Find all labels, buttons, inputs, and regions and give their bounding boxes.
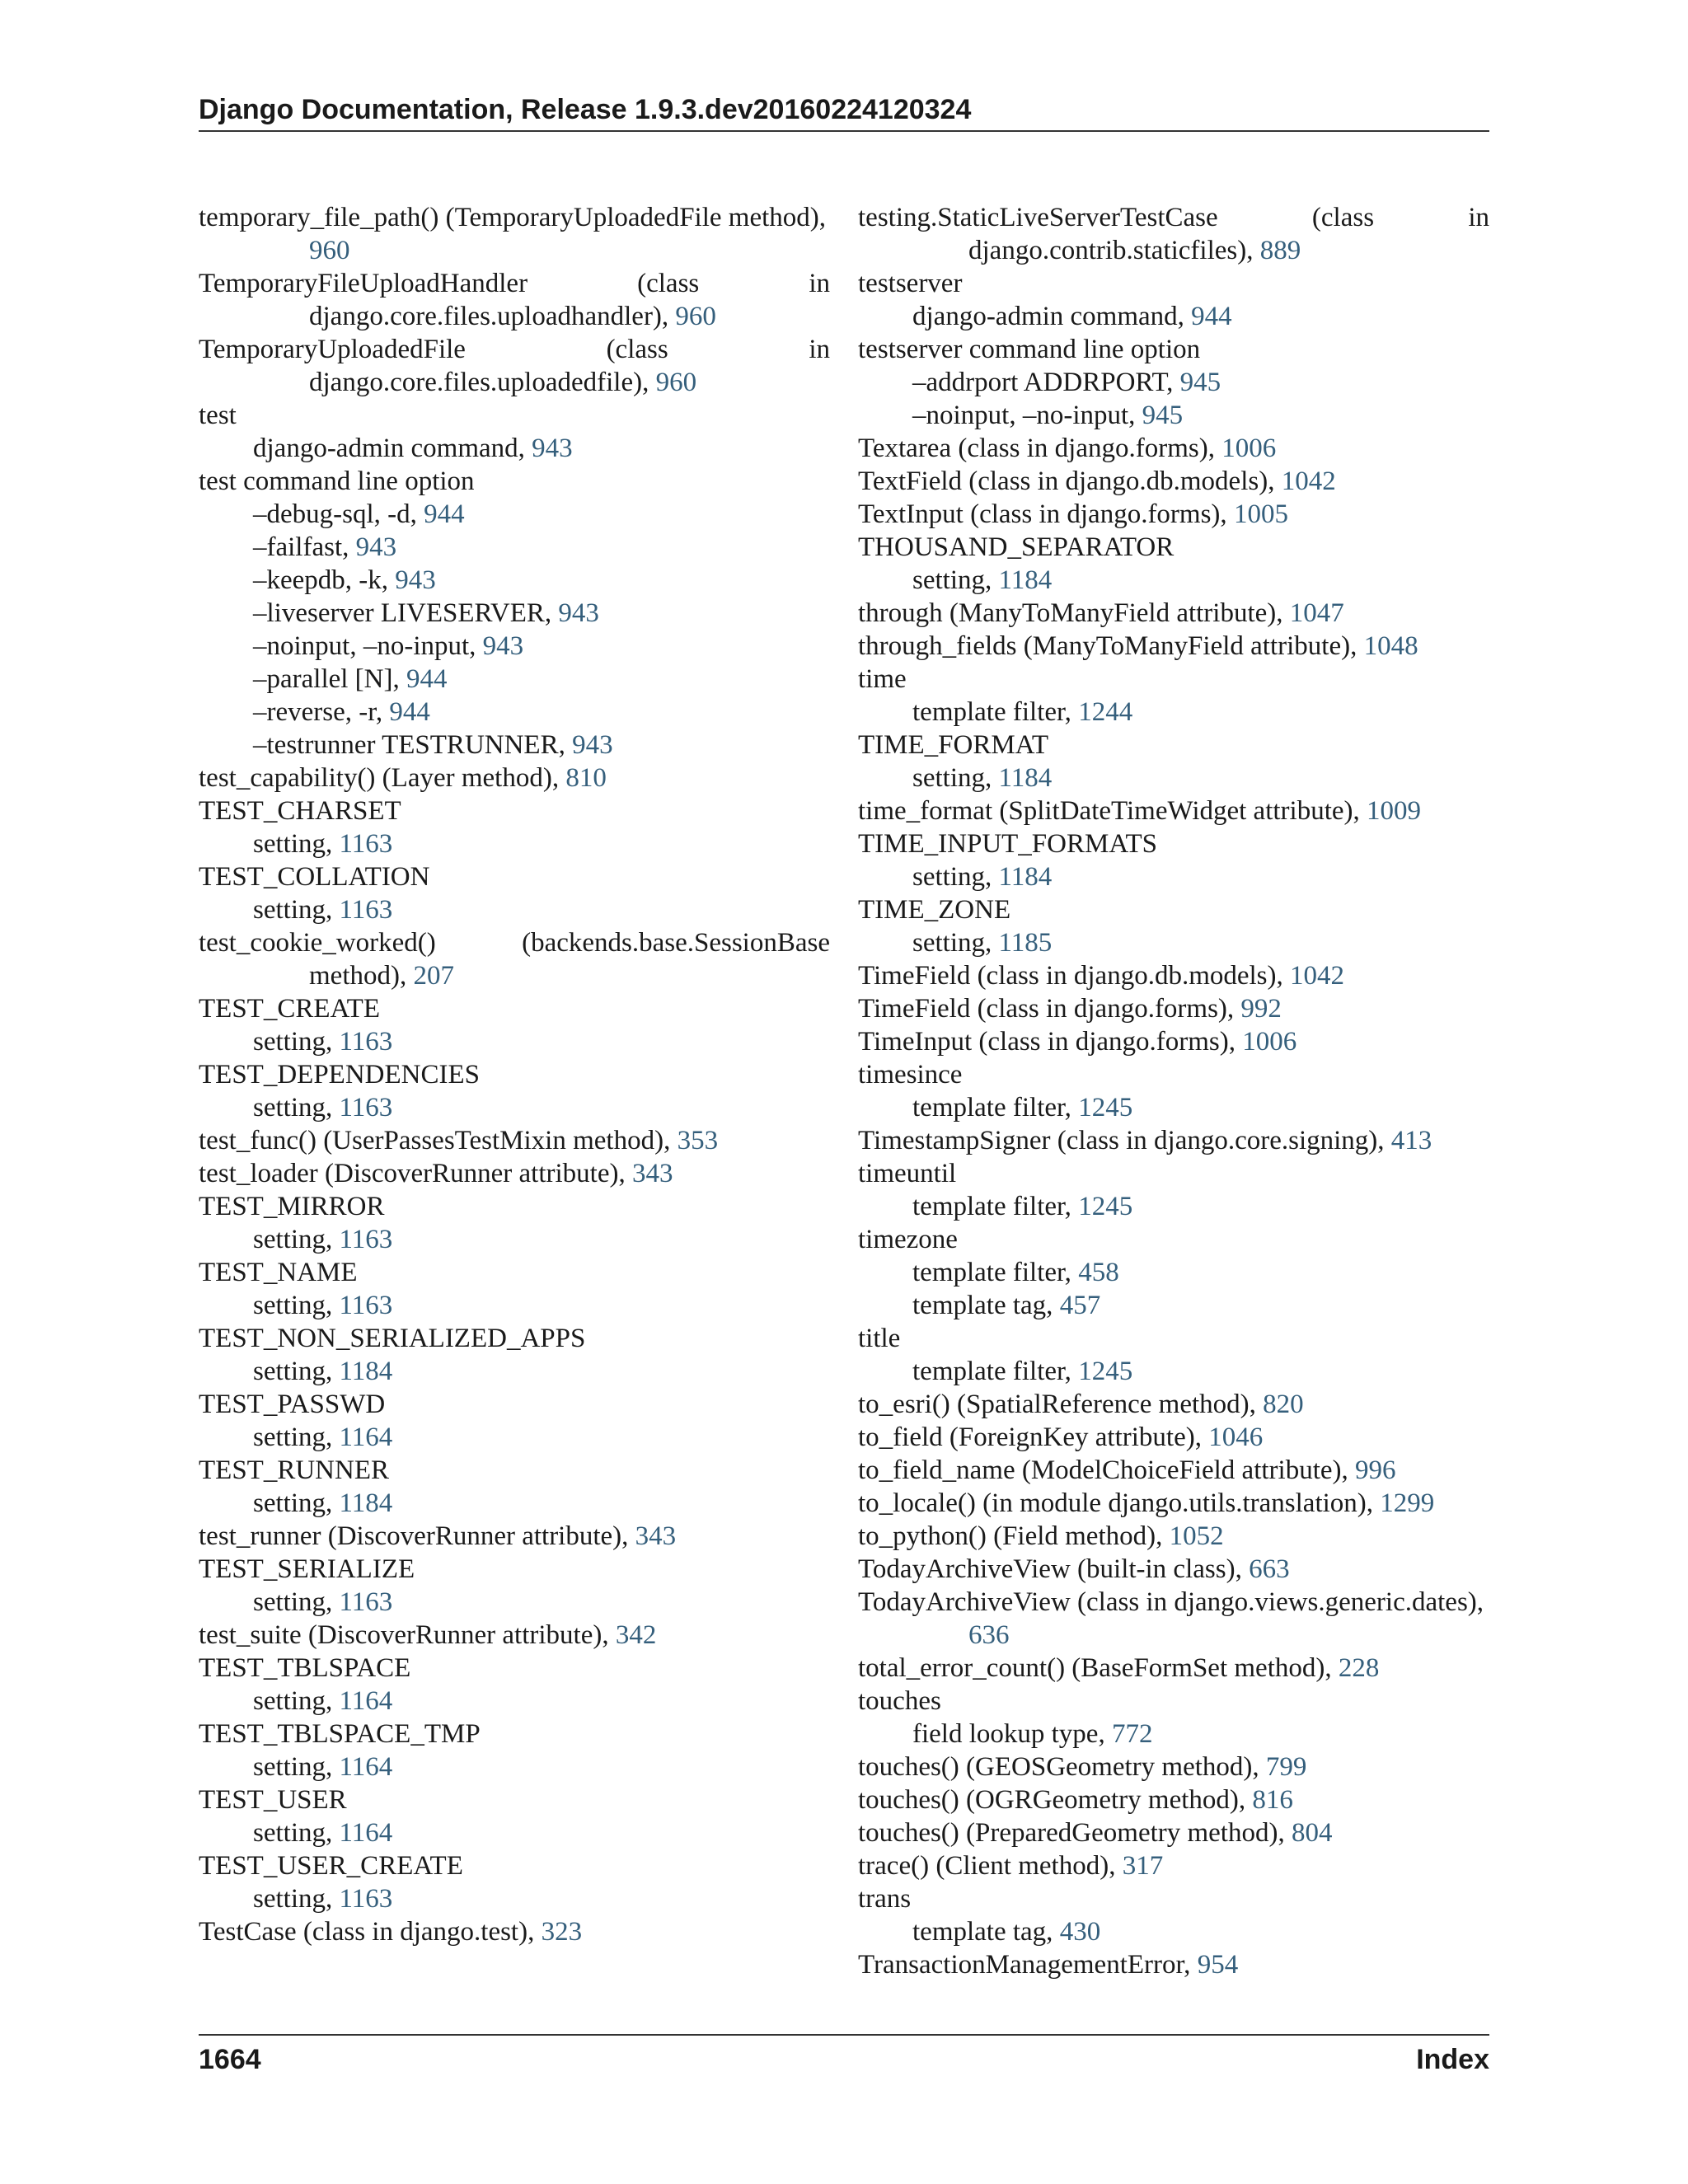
index-entry-part: testing.StaticLiveServerTestCase (858, 203, 1218, 232)
page-link[interactable]: 804 (1291, 1818, 1333, 1848)
index-entry (858, 992, 1489, 1025)
index-column-left (199, 201, 830, 1948)
index-entry-text: TEST_DEPENDENCIES (199, 1060, 480, 1090)
page-link[interactable]: 1009 (1367, 796, 1421, 826)
index-entry (199, 1783, 830, 1816)
page-link[interactable]: 1184 (998, 862, 1053, 892)
index-entry-text: TimestampSigner (class in django.core.signing), (858, 1126, 1391, 1155)
index-entry (199, 1553, 830, 1586)
page-link[interactable]: 1163 (339, 1884, 393, 1914)
index-entry-text: setting, (253, 1587, 340, 1617)
index-entry (858, 1025, 1489, 1058)
index-entry (858, 1586, 1489, 1619)
index-entry (199, 860, 830, 893)
index-entry (199, 729, 830, 762)
index-entry (858, 1619, 1489, 1652)
index-entry-text: template filter, (912, 1258, 1079, 1287)
page-link[interactable]: 945 (1179, 368, 1221, 397)
index-entry-part: TemporaryFileUploadHandler (199, 269, 528, 298)
index-entry-text: field lookup type, (912, 1719, 1112, 1749)
index-entry (199, 1058, 830, 1091)
footer-rule (199, 2034, 1489, 2036)
index-entry-text: django.core.files.uploadhandler), (309, 302, 676, 331)
page-link[interactable]: 943 (558, 598, 599, 628)
index-entry (858, 926, 1489, 959)
index-entry (858, 531, 1489, 564)
page-link[interactable]: 1048 (1363, 631, 1418, 661)
page-link[interactable]: 1184 (339, 1357, 393, 1386)
index-entry-text: django.contrib.staticfiles), (968, 236, 1260, 265)
index-entry-text: TEST_TBLSPACE_TMP (199, 1719, 481, 1749)
index-entry-text: TimeField (class in django.forms), (858, 994, 1241, 1024)
index-entry (858, 860, 1489, 893)
index-entry-text: time (858, 664, 907, 694)
index-entry (858, 1750, 1489, 1783)
index-entry-text: touches() (OGRGeometry method), (858, 1785, 1253, 1815)
index-entry (858, 1190, 1489, 1223)
index-entry (858, 201, 1489, 234)
index-entry (199, 1355, 830, 1388)
index-entry-text: touches() (PreparedGeometry method), (858, 1818, 1292, 1848)
index-entry-text: setting, (912, 862, 999, 892)
page-link[interactable]: 960 (675, 302, 716, 331)
index-entry-text: TEST_PASSWD (199, 1390, 386, 1419)
index-entry-part: in (809, 269, 830, 298)
index-entry (199, 893, 830, 926)
page-link[interactable]: 663 (1249, 1554, 1290, 1584)
index-entry-text: setting, (253, 1093, 340, 1122)
page-link[interactable]: 1047 (1289, 598, 1344, 628)
index-entry-text: TEST_NON_SERIALIZED_APPS (199, 1324, 586, 1353)
index-entry (858, 1915, 1489, 1948)
index-entry (199, 1421, 830, 1454)
page-link[interactable]: 772 (1111, 1719, 1153, 1749)
page-link[interactable]: 1163 (339, 1093, 393, 1122)
page-link[interactable]: 1163 (339, 1027, 393, 1057)
index-entry (199, 1816, 830, 1849)
index-entry (858, 1520, 1489, 1553)
index-entry (858, 696, 1489, 729)
index-entry-text: test (199, 401, 237, 430)
index-entry (858, 729, 1489, 762)
page-link[interactable]: 1184 (998, 763, 1053, 793)
index-entry (199, 1124, 830, 1157)
index-entry-text: setting, (253, 829, 340, 859)
page-link[interactable]: 430 (1059, 1917, 1101, 1947)
index-entry (858, 1355, 1489, 1388)
page-link[interactable]: 1163 (339, 895, 393, 925)
index-entry-text: Textarea (class in django.forms), (858, 434, 1222, 463)
index-entry (858, 1256, 1489, 1289)
page-link[interactable]: 1042 (1290, 961, 1345, 991)
page-link[interactable]: 458 (1078, 1258, 1119, 1287)
index-entry-part: in (809, 335, 830, 364)
index-entry-text: test_capability() (Layer method), (199, 763, 566, 793)
index-entry (199, 630, 830, 663)
index-entry (858, 597, 1489, 630)
page-link[interactable]: 954 (1197, 1950, 1239, 1980)
page-link[interactable]: 353 (677, 1126, 719, 1155)
index-entry (858, 1685, 1489, 1718)
index-entry-text: through (ManyToManyField attribute), (858, 598, 1290, 628)
index-entry (199, 827, 830, 860)
index-entry-text: TextField (class in django.db.models), (858, 466, 1282, 496)
index-entry (199, 1586, 830, 1619)
index-entry (858, 1816, 1489, 1849)
index-entry (858, 399, 1489, 432)
index-entry-text: timesince (858, 1060, 963, 1090)
page-link[interactable]: 945 (1142, 401, 1184, 430)
index-entry-text: to_esri() (SpatialReference method), (858, 1390, 1264, 1419)
index-entry-text: TIME_INPUT_FORMATS (858, 829, 1158, 859)
index-entry (858, 1553, 1489, 1586)
index-entry (199, 564, 830, 597)
index-entry-text: template filter, (912, 1192, 1079, 1221)
index-entry (199, 1289, 830, 1322)
index-entry-text: to_python() (Field method), (858, 1521, 1170, 1551)
index-entry-text: django.core.files.uploadedfile), (309, 368, 656, 397)
page-link[interactable]: 1244 (1078, 697, 1133, 727)
page-link[interactable]: 889 (1259, 236, 1301, 265)
index-entry (858, 1487, 1489, 1520)
section-name: Index (1416, 2044, 1489, 2075)
index-entry-text: to_field (ForeignKey attribute), (858, 1422, 1209, 1452)
index-entry (858, 1454, 1489, 1487)
index-entry (199, 1487, 830, 1520)
index-entry-text: setting, (253, 1686, 340, 1716)
index-entry (858, 1882, 1489, 1915)
index-entry-text: setting, (253, 1488, 340, 1518)
page-link[interactable]: 317 (1122, 1851, 1164, 1881)
index-entry (199, 201, 830, 234)
index-entry-text: setting, (912, 565, 999, 595)
page-link[interactable]: 960 (655, 368, 697, 397)
page-link[interactable]: 943 (355, 532, 397, 562)
page-link[interactable]: 1046 (1208, 1422, 1264, 1452)
index-entry-text: –parallel [N], (253, 664, 406, 694)
page-link[interactable]: 816 (1252, 1785, 1293, 1815)
index-entry-text: trans (858, 1884, 912, 1914)
page-link[interactable]: 1052 (1169, 1521, 1224, 1551)
page-link[interactable]: 207 (413, 961, 454, 991)
index-entry (199, 300, 830, 333)
index-entry-text: TIME_FORMAT (858, 730, 1049, 760)
page-link[interactable]: 944 (389, 697, 430, 727)
page-link[interactable]: 943 (482, 631, 524, 661)
index-entry-part: (class (637, 269, 700, 298)
index-entry (858, 1652, 1489, 1685)
page-link[interactable]: 810 (565, 763, 607, 793)
index-entry (199, 531, 830, 564)
page-link[interactable]: 228 (1338, 1653, 1380, 1683)
index-entry (858, 1849, 1489, 1882)
index-entry-text: setting, (253, 1818, 340, 1848)
page-link[interactable]: 1163 (339, 829, 393, 859)
index-entry (858, 1421, 1489, 1454)
page-link[interactable]: 1006 (1221, 434, 1277, 463)
page-link[interactable]: 1164 (339, 1422, 393, 1452)
index-entry (199, 366, 830, 399)
index-entry-text: test command line option (199, 466, 475, 496)
index-entry-text: to_locale() (in module django.utils.translation), (858, 1488, 1381, 1518)
index-entry (858, 1388, 1489, 1421)
index-entry (858, 498, 1489, 531)
index-entry-text: –debug-sql, -d, (253, 499, 424, 529)
index-entry-text: TEST_CHARSET (199, 796, 401, 826)
index-entry-text: TEST_MIRROR (199, 1192, 385, 1221)
index-entry-text: –liveserver LIVESERVER, (253, 598, 559, 628)
index-entry (199, 1849, 830, 1882)
index-entry-part: (class (606, 335, 668, 364)
index-entry-text: setting, (253, 1752, 340, 1782)
index-entry-text: –reverse, -r, (253, 697, 390, 727)
index-entry-part: test_cookie_worked() (199, 928, 436, 958)
index-entry-text: –noinput, –no-input, (253, 631, 483, 661)
index-entry-text: TEST_RUNNER (199, 1455, 389, 1485)
index-entry-text: TimeInput (class in django.forms), (858, 1027, 1243, 1057)
page-link[interactable]: 943 (572, 730, 613, 760)
index-entry-text: template filter, (912, 697, 1079, 727)
page-link[interactable]: 636 (968, 1620, 1010, 1650)
index-entry (199, 959, 830, 992)
index-entry-text: –noinput, –no-input, (912, 401, 1142, 430)
page-link[interactable]: 799 (1265, 1752, 1307, 1782)
page-link[interactable]: 1163 (339, 1291, 393, 1320)
index-entry (199, 1619, 830, 1652)
index-entry-text: touches() (GEOSGeometry method), (858, 1752, 1266, 1782)
page-link[interactable]: 1299 (1380, 1488, 1435, 1518)
index-entry-text: timezone (858, 1225, 958, 1254)
index-entry (858, 1091, 1489, 1124)
index-entry (199, 1915, 830, 1948)
index-entry-text: testserver command line option (858, 335, 1201, 364)
index-entry-text: template tag, (912, 1917, 1060, 1947)
index-entry (199, 1223, 830, 1256)
index-entry (199, 1157, 830, 1190)
index-entry-text: TextInput (class in django.forms), (858, 499, 1234, 529)
page-number: 1664 (199, 2044, 261, 2075)
index-entry-text: to_field_name (ModelChoiceField attribute), (858, 1455, 1356, 1485)
page-link[interactable]: 1245 (1078, 1093, 1133, 1122)
index-entry-text: TEST_TBLSPACE (199, 1653, 411, 1683)
index-entry (858, 630, 1489, 663)
index-entry-text: test_runner (DiscoverRunner attribute), (199, 1521, 635, 1551)
index-entry-text: –testrunner TESTRUNNER, (253, 730, 573, 760)
index-entry-text: TransactionManagementError, (858, 1950, 1198, 1980)
index-entry-text: TEST_SERIALIZE (199, 1554, 415, 1584)
page-link[interactable]: 944 (1191, 302, 1232, 331)
page-link[interactable]: 1042 (1281, 466, 1336, 496)
index-entry (858, 762, 1489, 794)
page-link[interactable]: 943 (395, 565, 436, 595)
index-entry-text: test_suite (DiscoverRunner attribute), (199, 1620, 616, 1650)
index-entry (858, 1124, 1489, 1157)
index-entry (858, 1718, 1489, 1750)
page-link[interactable]: 1164 (339, 1752, 393, 1782)
index-entry-part: (backends.base.SessionBase (522, 928, 830, 958)
index-entry (199, 234, 830, 267)
index-entry (858, 959, 1489, 992)
running-header: Django Documentation, Release 1.9.3.dev20160224120324 (199, 94, 972, 125)
page-link[interactable]: 992 (1240, 994, 1282, 1024)
index-entry (858, 893, 1489, 926)
index-entry (858, 234, 1489, 267)
index-entry (858, 267, 1489, 300)
index-entry (199, 992, 830, 1025)
page-link[interactable]: 944 (424, 499, 465, 529)
index-entry-text: TIME_ZONE (858, 895, 1011, 925)
page-link[interactable]: 343 (632, 1159, 673, 1188)
index-entry-text: django-admin command, (253, 434, 532, 463)
index-entry-text: TodayArchiveView (built-in class), (858, 1554, 1250, 1584)
index-entry-text: TimeField (class in django.db.models), (858, 961, 1291, 991)
index-entry-text: test_loader (DiscoverRunner attribute), (199, 1159, 632, 1188)
index-entry-text: setting, (253, 1225, 340, 1254)
page-link[interactable]: 1005 (1233, 499, 1288, 529)
index-entry (858, 564, 1489, 597)
running-footer (199, 2042, 1489, 2077)
index-entry (199, 465, 830, 498)
page-link[interactable]: 1164 (339, 1686, 393, 1716)
index-entry-text: –keepdb, -k, (253, 565, 396, 595)
index-entry-text: template filter, (912, 1093, 1079, 1122)
page-link[interactable]: 1163 (339, 1587, 393, 1617)
index-entry-text: test_func() (UserPassesTestMixin method), (199, 1126, 678, 1155)
page-link[interactable]: 943 (532, 434, 573, 463)
page-link[interactable]: 1184 (998, 565, 1053, 595)
index-entry-text: title (858, 1324, 901, 1353)
index-entry-text: setting, (253, 1422, 340, 1452)
page-link[interactable]: 1184 (339, 1488, 393, 1518)
index-entry-text: TEST_USER_CREATE (199, 1851, 463, 1881)
page-link[interactable]: 343 (635, 1521, 677, 1551)
index-entry-part: TemporaryUploadedFile (199, 335, 466, 364)
index-entry-text: setting, (253, 1291, 340, 1320)
index-entry (199, 399, 830, 432)
page-link[interactable]: 944 (406, 664, 448, 694)
index-entry-text: method), (309, 961, 414, 991)
index-entry (199, 1750, 830, 1783)
index-entry-text: setting, (253, 895, 340, 925)
index-entry-text: TEST_USER (199, 1785, 347, 1815)
index-entry (199, 1718, 830, 1750)
index-entry (858, 1322, 1489, 1355)
index-entry (858, 300, 1489, 333)
index-entry (199, 1520, 830, 1553)
index-entry (858, 663, 1489, 696)
index-entry (858, 794, 1489, 827)
header-rule (199, 130, 1489, 132)
index-entry (199, 597, 830, 630)
index-entry-text: setting, (912, 928, 999, 958)
page-link[interactable]: 820 (1263, 1390, 1304, 1419)
index-entry-text: TEST_CREATE (199, 994, 380, 1024)
index-entry-text: time_format (SplitDateTimeWidget attribute), (858, 796, 1367, 826)
index-entry-text: touches (858, 1686, 941, 1716)
index-entry (199, 333, 830, 366)
index-entry-text: TEST_NAME (199, 1258, 358, 1287)
page-link[interactable]: 413 (1390, 1126, 1432, 1155)
index-entry (199, 926, 830, 959)
index-entry-text: trace() (Client method), (858, 1851, 1123, 1881)
index-entry (199, 1322, 830, 1355)
index-entry-part: (class (1311, 203, 1375, 232)
index-entry-text: template tag, (912, 1291, 1060, 1320)
index-entry (199, 1190, 830, 1223)
page-link[interactable]: 457 (1059, 1291, 1101, 1320)
page-link[interactable]: 342 (615, 1620, 657, 1650)
index-entry-part: in (1468, 203, 1489, 232)
index-entry (858, 1289, 1489, 1322)
index-entry-text: total_error_count() (BaseFormSet method), (858, 1653, 1339, 1683)
index-entry-text: TodayArchiveView (class in django.views.generic.dates), (858, 1587, 1484, 1617)
index-entry-text: setting, (253, 1884, 340, 1914)
index-entry-text: TestCase (class in django.test), (199, 1917, 542, 1947)
index-entry (199, 267, 830, 300)
index-entry-text: template filter, (912, 1357, 1079, 1386)
index-entry (199, 663, 830, 696)
index-entry-text: THOUSAND_SEPARATOR (858, 532, 1175, 562)
index-entry (199, 696, 830, 729)
index-entry (858, 465, 1489, 498)
page-link[interactable]: 1245 (1078, 1192, 1133, 1221)
index-entry (199, 1454, 830, 1487)
index-entry-text: testserver (858, 269, 963, 298)
page-link[interactable]: 960 (309, 236, 350, 265)
index-entry (858, 1223, 1489, 1256)
index-entry (199, 432, 830, 465)
index-entry-text: django-admin command, (912, 302, 1192, 331)
index-entry-text: temporary_file_path() (TemporaryUploadedFile method), (199, 203, 827, 232)
index-entry (199, 1256, 830, 1289)
index-entry-text: setting, (253, 1027, 340, 1057)
index-entry (858, 1948, 1489, 1981)
index-entry-text: –failfast, (253, 532, 356, 562)
index-column-right (858, 201, 1489, 1981)
index-entry (199, 794, 830, 827)
index-entry-text: TEST_COLLATION (199, 862, 430, 892)
page-link[interactable]: 1164 (339, 1818, 393, 1848)
page-link[interactable]: 323 (541, 1917, 583, 1947)
index-entry-text: setting, (253, 1357, 340, 1386)
index-entry-text: through_fields (ManyToManyField attribute), (858, 631, 1364, 661)
index-entry (199, 498, 830, 531)
index-entry (858, 432, 1489, 465)
page-link[interactable]: 1185 (998, 928, 1053, 958)
index-entry (199, 1025, 830, 1058)
index-entry (199, 762, 830, 794)
page-link[interactable]: 996 (1355, 1455, 1396, 1485)
index-entry-text: setting, (912, 763, 999, 793)
index-entry (858, 366, 1489, 399)
index-entry (858, 827, 1489, 860)
index-entry (199, 1091, 830, 1124)
index-entry (858, 333, 1489, 366)
page-link[interactable]: 1163 (339, 1225, 393, 1254)
page-link[interactable]: 1006 (1242, 1027, 1297, 1057)
page-link[interactable]: 1245 (1078, 1357, 1133, 1386)
index-entry (858, 1157, 1489, 1190)
index-entry (199, 1685, 830, 1718)
index-entry (199, 1388, 830, 1421)
index-entry (199, 1652, 830, 1685)
index-entry (858, 1783, 1489, 1816)
index-entry-text: timeuntil (858, 1159, 957, 1188)
index-entry-text: –addrport ADDRPORT, (912, 368, 1180, 397)
index-entry (858, 1058, 1489, 1091)
index-entry (199, 1882, 830, 1915)
